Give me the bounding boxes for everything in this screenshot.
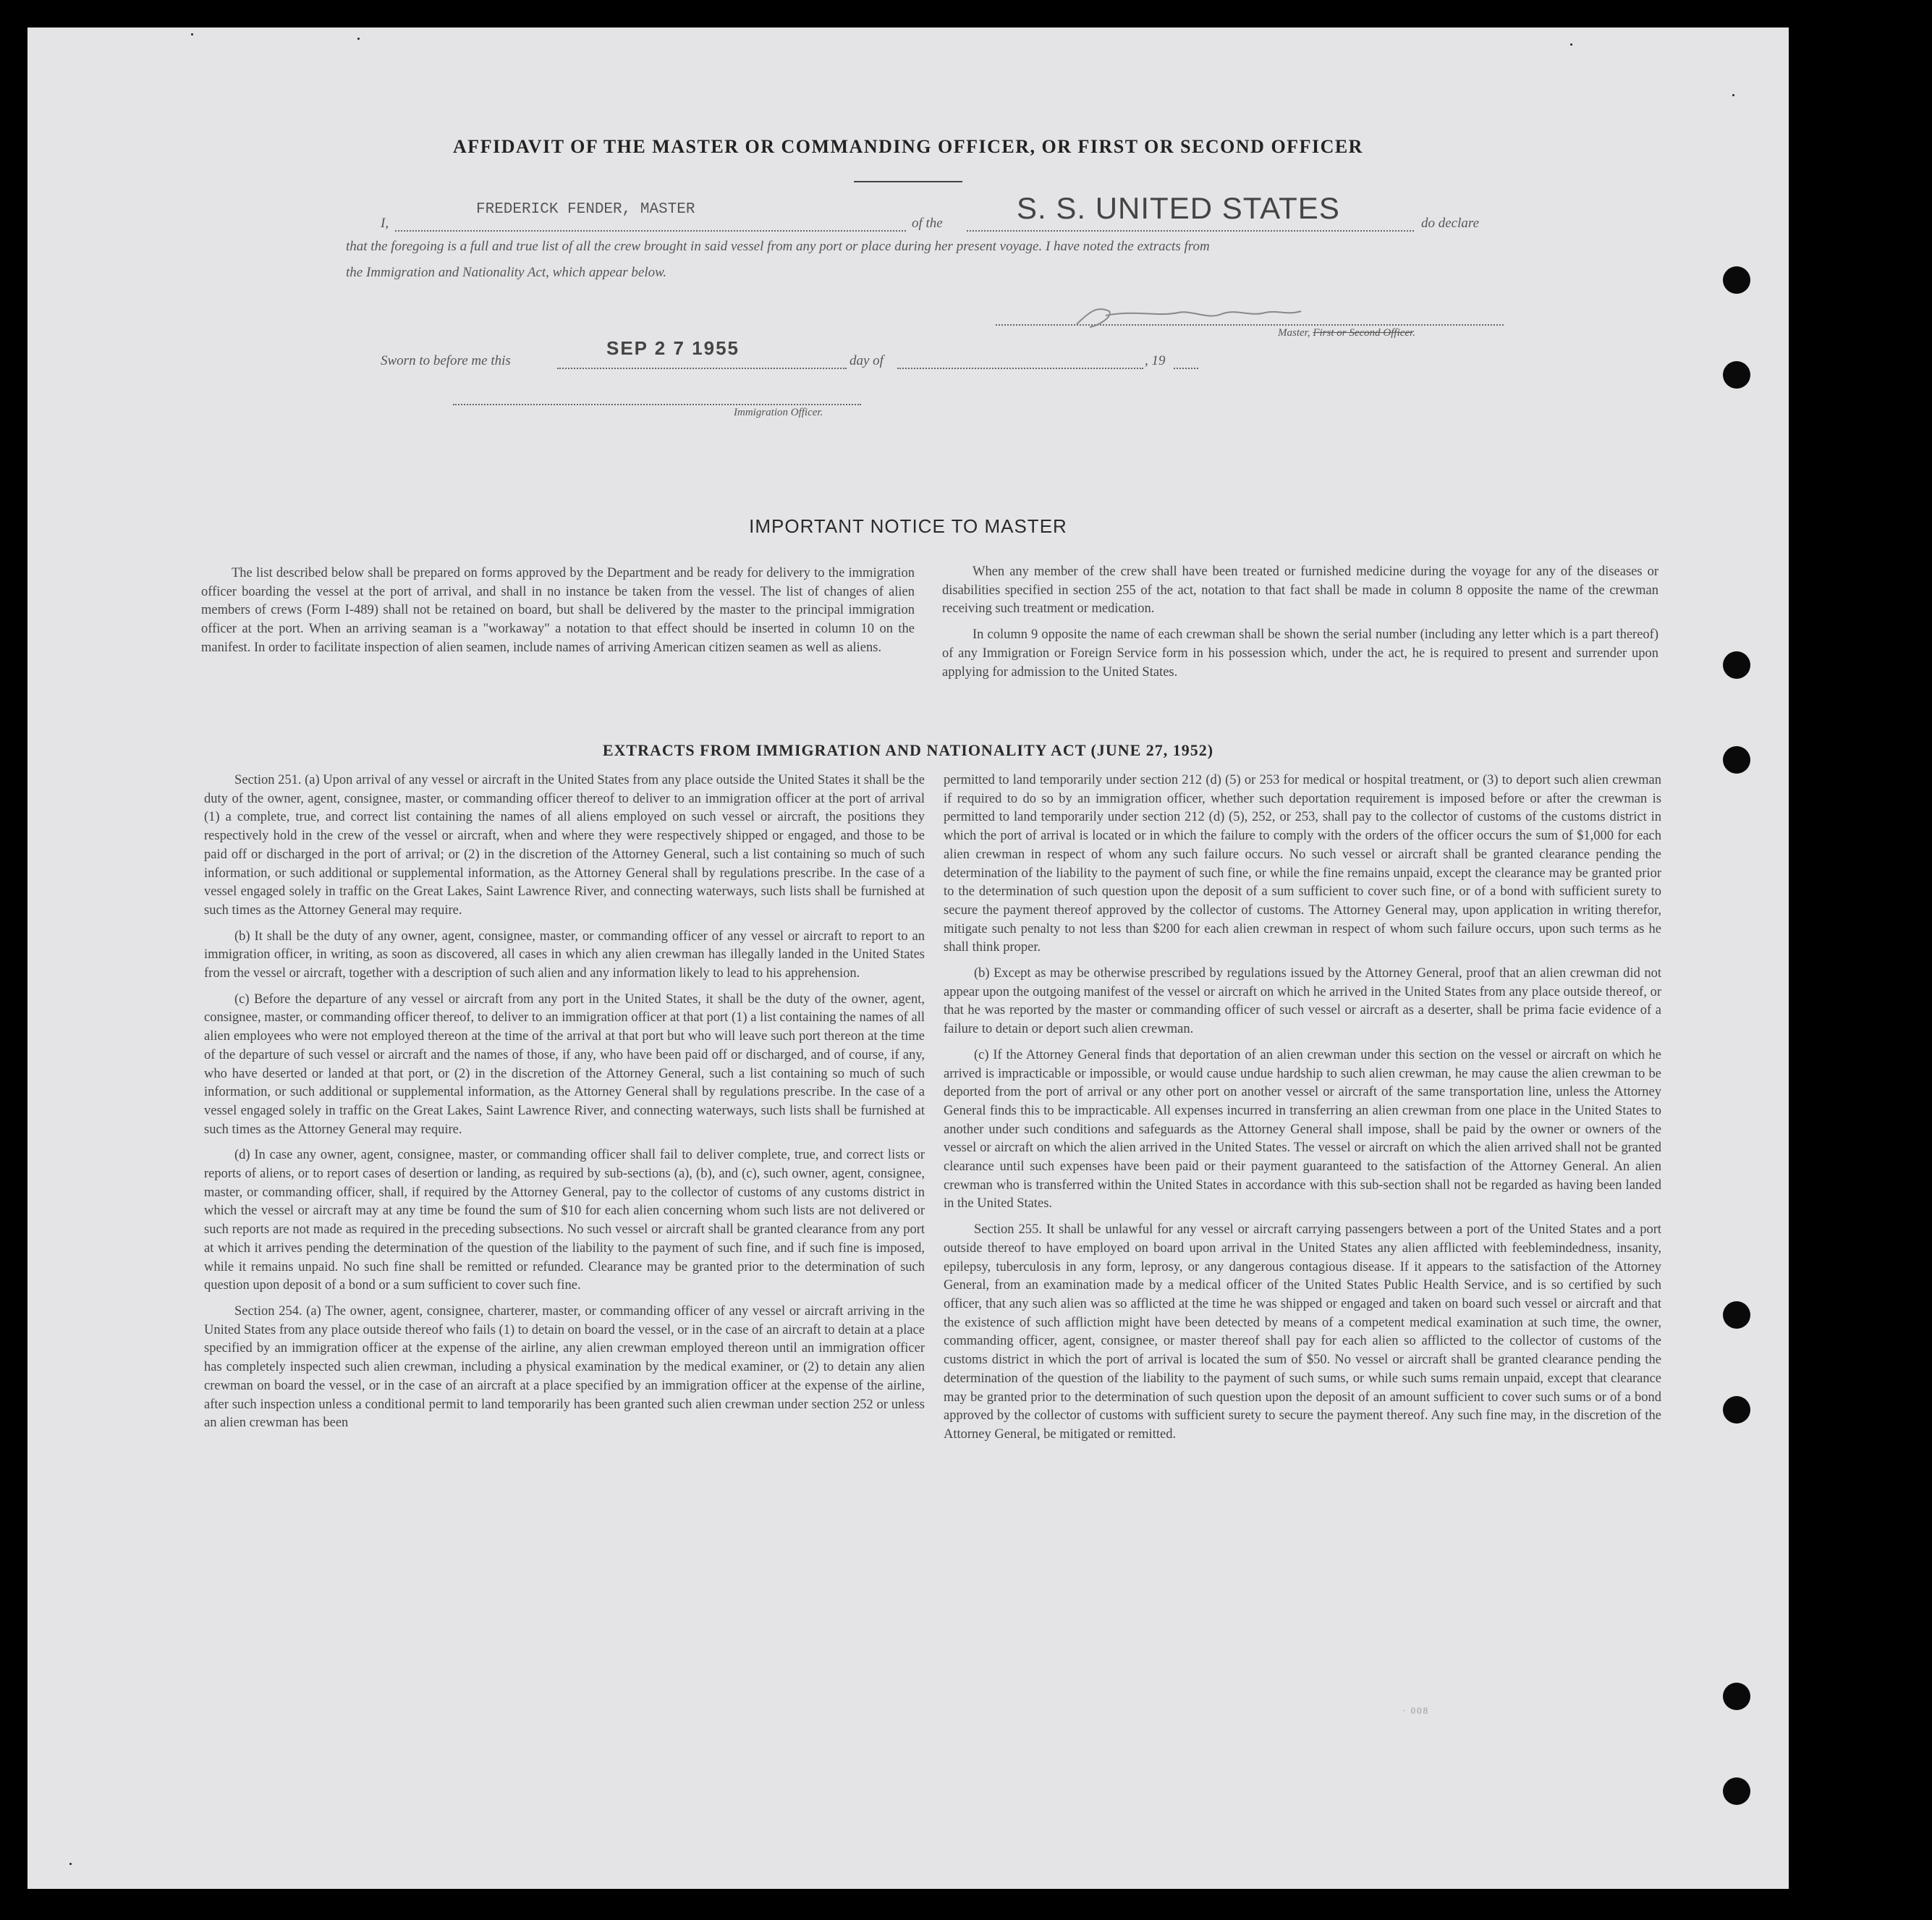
punch-hole xyxy=(1723,746,1750,774)
section-254-c: (c) If the Attorney General finds that deportation of an alien crewman under this section on the vessel or aircraft on which he arrived is impracticable or impossible, or would cause undue hardship to such alien crewman, he may cause the alien crewman to be deported from the port of arrival or any other port on another vessel or aircraft of the same transportation line, unless the Attorney General finds this to be impracticable. All expenses incurred in transferring an alien crewman from one place in the United States to another under such conditions and safeguards as the Attorney General shall impose, shall be paid by the owner or owners of the vessel or aircraft on which the alien arrived in the United States. The vessel or aircraft on which the alien arrived shall not be granted clearance until such expenses have been paid or their payment guaranteed to the satisfaction of the Attorney General. An alien crewman who is transferred within the United States in accordance with this sub-section shall not be regarded as having been landed in the United States. xyxy=(944,1047,1661,1211)
punch-hole xyxy=(1723,1777,1750,1805)
i-label: I, xyxy=(381,216,389,231)
notice-paragraph: When any member of the crew shall have been treated or furnished medicine during the voyage for any of the diseases or disabilities specified in section 255 of the act, notation to that fact shall be made in column 8 opposite the name of the crewman receiving such treatment or medication. xyxy=(942,564,1658,617)
notice-left-column xyxy=(201,564,915,665)
section-254-a-continued: permitted to land temporarily under section 212 (d) (5) or 253 for medical or hospital treatment, or (3) to deport such alien crewman if required to do so by an immigration officer, whether such deportation requirement is imposed before or after the crewman is permitted to land temporarily under section 212 (d) (5), 252, or 253, shall pay to the collector of customs of the customs district in which the port of arrival is located or in which the failure to comply with the orders of the officer occurs the sum of $1,000 for each alien crewman in respect of whom any such failure occurs. No such vessel or aircraft shall be granted clearance pending the determination of the liability to the payment of such fine, or while the fine remains unpaid, except the clearance may be granted prior to the determination of such question upon the deposit of a sum sufficient to cover such fine, or of a bond with sufficient surety to secure the payment thereof approved by the collector of customs. The Attorney General may, upon application in writing therefor, mitigate such penalty to not less than $200 for each alien crewman in respect of whom such failure occurs, upon such terms as he shall think proper. xyxy=(944,773,1661,955)
sworn-date-line xyxy=(557,368,847,369)
title-rule xyxy=(854,181,962,182)
punch-hole xyxy=(1723,1301,1750,1329)
speck xyxy=(1570,43,1572,46)
extracts-right-column xyxy=(944,771,1661,1452)
speck xyxy=(69,1863,72,1865)
section-254-b: (b) Except as may be otherwise prescribed by regulations issued by the Attorney General, proof that an alien crewman did not appear upon the outgoing manifest of the vessel or aircraft on which he arrived in the United States from any place outside thereof, or that he was reported by the master or commanding officer of such vessel or aircraft as a deserter, shall be prima facie evidence of a failure to detain or deport such alien crewman. xyxy=(944,966,1661,1037)
declarant-line xyxy=(395,230,906,232)
officer-caption: Master, First or Second Officer. xyxy=(1278,327,1415,339)
section-251-d: (d) In case any owner, agent, consignee, master, or commanding officer shall fail to deliver complete, true, and correct lists or reports of aliens, or to report cases of desertion or landing, as required by sub-sections (a), (b), and (c), such owner, agent, consignee, master, or commanding officer, shall, if required by the Attorney General, pay to the collector of customs of any customs district in which the vessel or aircraft may at any time be found the sum of $10 for each alien concerning whom such lists are not delivered or such reports are not made as required in the preceding subsections. No such vessel or aircraft shall be granted clearance from any port at which it arrives pending the determination of the question of the liability to the payment of such fine, and if such fine is imposed, while it remains unpaid. No such fine shall be remitted or refunded. Clearance may be granted prior to the determination of such question upon deposit of a bond or a sum sufficient to cover such fine. xyxy=(204,1148,925,1293)
affidavit-line-3: the Immigration and Nationality Act, which appear below. xyxy=(346,265,667,280)
notice-paragraph: In column 9 opposite the name of each crewman shall be shown the serial number (including any letter which is a part thereof) of any Immigration or Foreign Service form in his possession which, under the act, he is required to present and surrender upon applying for admission to the United States. xyxy=(942,627,1658,680)
speck xyxy=(191,33,193,35)
sworn-date-stamp: SEP 2 7 1955 xyxy=(606,337,740,359)
immigration-officer-line xyxy=(453,404,861,405)
punch-hole xyxy=(1723,266,1750,294)
affidavit-title: AFFIDAVIT OF THE MASTER OR COMMANDING OFFICER, OR FIRST OR SECOND OFFICER xyxy=(453,136,1363,157)
punch-hole xyxy=(1723,1683,1750,1710)
document-page xyxy=(27,28,1789,1889)
extracts-title: EXTRACTS FROM IMMIGRATION AND NATIONALITY ACT (JUNE 27, 1952) xyxy=(602,741,1214,759)
sworn-label: Sworn to before me this xyxy=(381,353,511,368)
declarant-name: FREDERICK FENDER, MASTER xyxy=(476,201,695,218)
notice-paragraph: The list described below shall be prepared on forms approved by the Department and be ready for delivery to the immigration officer boarding the vessel at the port of arrival, and shall in no instance be taken from the vessel. The list of changes of alien members of crews (Form I-489) shall not be retained on board, but shall be delivered by the master to the principal immigration officer at the port. When an arriving seaman is a "workaway" a notation to that effect should be inserted in column 10 on the manifest. In order to facilitate inspection of alien seamen, include names of arriving American citizen seamen as well as aliens. xyxy=(201,566,915,655)
speck xyxy=(1732,94,1734,96)
punch-hole xyxy=(1723,361,1750,389)
extracts-left-column xyxy=(204,771,925,1440)
day-of-label: day of xyxy=(850,353,884,368)
notice-title: IMPORTANT NOTICE TO MASTER xyxy=(749,515,1067,537)
month-line xyxy=(897,368,1143,369)
vessel-name: S. S. UNITED STATES xyxy=(1017,191,1340,225)
immigration-officer-caption: Immigration Officer. xyxy=(734,407,823,418)
section-251-a: Section 251. (a) Upon arrival of any vessel or aircraft in the United States from any place outside the United States it shall be the duty of the owner, agent, consignee, master, or commanding officer thereof to deliver to an immigration officer at the port of arrival (1) a complete, true, and correct list containing the names of all aliens employed on such vessel or aircraft, the positions they respectively hold in the crew of the vessel or aircraft, when and where they were respectively shipped or engaged, and those to be paid off or discharged in the port of arrival; or (2) in the discretion of the Attorney General, such a list containing so much of such information, or such additional or supplemental information, as the Attorney General shall by regulations prescribe. In the case of a vessel engaged solely in traffic on the Great Lakes, Saint Lawrence River, and connecting waterways, such lists shall be furnished at such times as the Attorney General may require. xyxy=(204,773,925,918)
punch-hole xyxy=(1723,651,1750,679)
vessel-line xyxy=(967,230,1414,232)
affidavit-line-2: that the foregoing is a full and true list of all the crew brought in said vessel from any port or place during her present voyage. I have noted the extracts from xyxy=(346,239,1210,254)
section-251-c: (c) Before the departure of any vessel or aircraft from any port in the United States, it shall be the duty of the owner, agent, consignee, master, or commanding officer thereof, to deliver to an immigration officer at that port (1) a list containing the names of all alien employees who were not employed thereon at the time of the arrival at that port but who will leave such port thereon at the time of the departure of such vessel or aircraft and the names of those, if any, who have been paid off or discharged, and of course, if any, who have deserted or landed at that port, or (2) in the discretion of the Attorney General, such a list containing so much of such information, or such additional or supplemental information, as the Attorney General shall by regulations prescribe. In the case of a vessel engaged solely in traffic on the Great Lakes, Saint Lawrence River, and connecting waterways, such lists shall be furnished at such times as the Attorney General may require. xyxy=(204,991,925,1137)
section-251-b: (b) It shall be the duty of any owner, agent, consignee, master, or commanding officer of any vessel or aircraft to report to an immigration officer, in writing, as soon as discovered, all cases in which any alien crewman has illegally landed in the United States from the vessel or aircraft, together with a description of such alien and any information likely to lead to his apprehension. xyxy=(204,929,925,981)
section-254-a: Section 254. (a) The owner, agent, consignee, charterer, master, or commanding officer of any vessel or aircraft arriving in the United States from any place outside thereof who fails (1) to detain on board the vessel, or in the case of an aircraft to detain at a place specified by an immigration officer at the expense of the airline, any alien crewman employed thereon until an immigration officer has completely inspected such alien crewman, including a physical examination by the medical examiner, or (2) to detain any alien crewman on board the vessel, or in the case of an aircraft at a place specified by an immigration officer at the expense of the airline, after such inspection unless a conditional permit to land temporarily has been granted such alien crewman under section 252 or unless an alien crewman has been xyxy=(204,1303,925,1431)
year-line xyxy=(1174,368,1198,369)
year-label: , 19 xyxy=(1145,353,1166,368)
section-255: Section 255. It shall be unlawful for any vessel or aircraft carrying passengers between a port of the United States and a port outside thereof to have employed on board upon arrival in the United States any alien afflicted with feeblemindedness, insanity, epilepsy, tuberculosis in any form, leprosy, or any dangerous contagious disease. If it appears to the satisfaction of the Attorney General, from an examination made by a medical officer of the United States Public Health Service, and is so certified by such officer, that any such alien was so afflicted at the time he was shipped or engaged and taken on board such vessel or aircraft and that the existence of such affliction might have been detected by means of a competent medical examination at such time, the owner, commanding officer, agent, consignee, or master thereof shall pay for each alien so afflicted to the collector of customs of the customs district in which the port of arrival is located the sum of $50. No vessel or aircraft shall be granted clearance pending the determination of the question of the liability to the payment of such sums, or while such sums remain unpaid, except that clearance may be granted prior to the determination of such question upon the deposit of an amount sufficient to cover such sums or of a bond approved by the collector of customs with sufficient surety to secure the payment thereof. Any such fine may, in the discretion of the Attorney General, be mitigated or remitted. xyxy=(944,1222,1661,1442)
of-the-label: of the xyxy=(912,216,943,231)
do-declare-label: do declare xyxy=(1421,216,1480,231)
notice-right-column xyxy=(942,563,1658,689)
page-mark: · 008 xyxy=(1402,1705,1430,1716)
punch-hole xyxy=(1723,1396,1750,1424)
speck xyxy=(357,38,360,40)
